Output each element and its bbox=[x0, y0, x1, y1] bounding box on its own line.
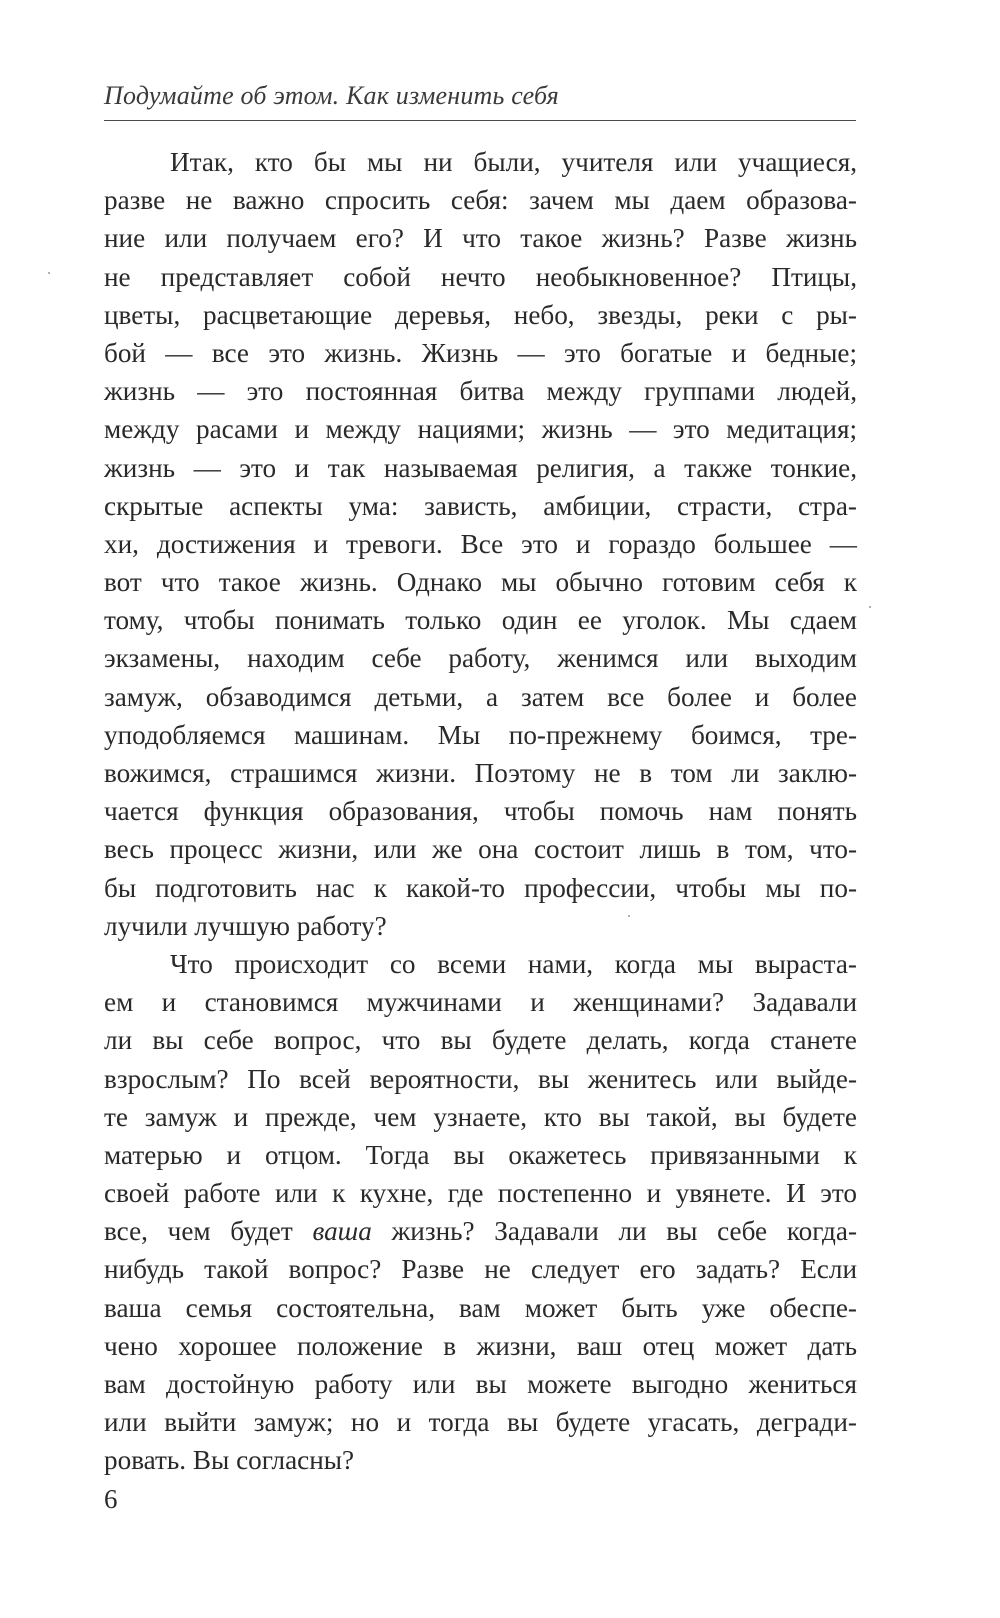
text-line: взрослым? По всей вероятности, вы женитесь или выйде- bbox=[104, 1063, 857, 1094]
text-line: ровать. Вы согласны? bbox=[104, 1445, 355, 1476]
text-line: Что происходит со всеми нами, когда мы выраста- bbox=[170, 948, 857, 979]
running-head-title: Подумайте об этом. Как изменить себя bbox=[104, 81, 559, 110]
text-segment: жизнь? Задавали ли вы себе когда- bbox=[371, 1216, 857, 1247]
text-line: нибудь такой вопрос? Разве не следует его задать? Если bbox=[104, 1254, 857, 1285]
text-line: чается функция образования, чтобы помочь нам понять bbox=[104, 796, 857, 827]
text-line: ние или получаем его? И что такое жизнь? Разве жизнь bbox=[104, 223, 857, 254]
text-line: цветы, расцветающие деревья, небо, звезды, реки с ры- bbox=[104, 299, 857, 330]
text-line: вам достойную работу или вы можете выгодно жениться bbox=[104, 1369, 857, 1399]
text-line: скрытые аспекты ума: зависть, амбиции, страсти, стра- bbox=[104, 490, 857, 521]
page-number: 6 bbox=[104, 1484, 118, 1514]
text-line: тому, чтобы понимать только один ее уголок. Мы сдаем bbox=[104, 605, 857, 636]
text-line: своей работе или к кухне, где постепенно и увянете. И это bbox=[104, 1178, 857, 1209]
scan-speck bbox=[48, 272, 50, 274]
scan-speck bbox=[869, 606, 871, 608]
scan-speck bbox=[628, 915, 630, 917]
text-line-with-emphasis bbox=[104, 1212, 857, 1250]
text-line: те замуж и прежде, чем узнаете, кто вы такой, вы будете bbox=[104, 1101, 857, 1132]
text-line: чено хорошее положение в жизни, ваш отец может дать bbox=[104, 1330, 857, 1361]
text-line: экзамены, находим себе работу, женимся или выходим bbox=[104, 643, 857, 674]
text-line: жизнь — это постоянная битва между группами людей, bbox=[104, 376, 857, 407]
text-line: вот что такое жизнь. Однако мы обычно готовим себя к bbox=[104, 567, 857, 598]
text-line: не представляет собой нечто необыкновенное? Птицы, bbox=[104, 261, 857, 292]
text-line: хи, достижения и тревоги. Все это и гораздо большее — bbox=[104, 528, 857, 559]
text-segment: все, чем будет bbox=[104, 1216, 313, 1247]
text-line: жизнь — это и так называемая религия, а также тонкие, bbox=[104, 452, 857, 483]
text-line: уподобляемся машинам. Мы по-прежнему боимся, тре- bbox=[104, 719, 857, 750]
text-line: бой — все это жизнь. Жизнь — это богатые и бедные; bbox=[104, 337, 857, 368]
text-line: бы подготовить нас к какой-то профессии, чтобы мы по- bbox=[104, 872, 857, 903]
text-line: матерью и отцом. Тогда вы окажетесь привязанными к bbox=[104, 1139, 857, 1170]
text-line: или выйти замуж; но и тогда вы будете угасать, дегради- bbox=[104, 1407, 857, 1438]
text-line: ем и становимся мужчинами и женщинами? Задавали bbox=[104, 987, 857, 1018]
text-line: Итак, кто бы мы ни были, учителя или учащиеся, bbox=[170, 147, 857, 177]
text-line: вожимся, страшимся жизни. Поэтому не в том ли заклю- bbox=[104, 758, 857, 788]
text-line: ли вы себе вопрос, что вы будете делать, когда станете bbox=[104, 1025, 857, 1056]
text-line: ваша семья состоятельна, вам может быть уже обеспе- bbox=[104, 1292, 857, 1323]
text-line: лучили лучшую работу? bbox=[104, 910, 387, 941]
emphasis-word: ваша bbox=[312, 1216, 372, 1247]
text-line: между расами и между нациями; жизнь — это медитация; bbox=[104, 414, 857, 445]
text-line: замуж, обзаводимся детьми, а затем все более и более bbox=[104, 681, 857, 712]
text-line: разве не важно спросить себя: зачем мы даем образова- bbox=[104, 185, 857, 216]
body-text bbox=[104, 143, 857, 1480]
text-line: весь процесс жизни, или же она состоит лишь в том, что- bbox=[104, 834, 857, 865]
running-head bbox=[104, 80, 856, 121]
